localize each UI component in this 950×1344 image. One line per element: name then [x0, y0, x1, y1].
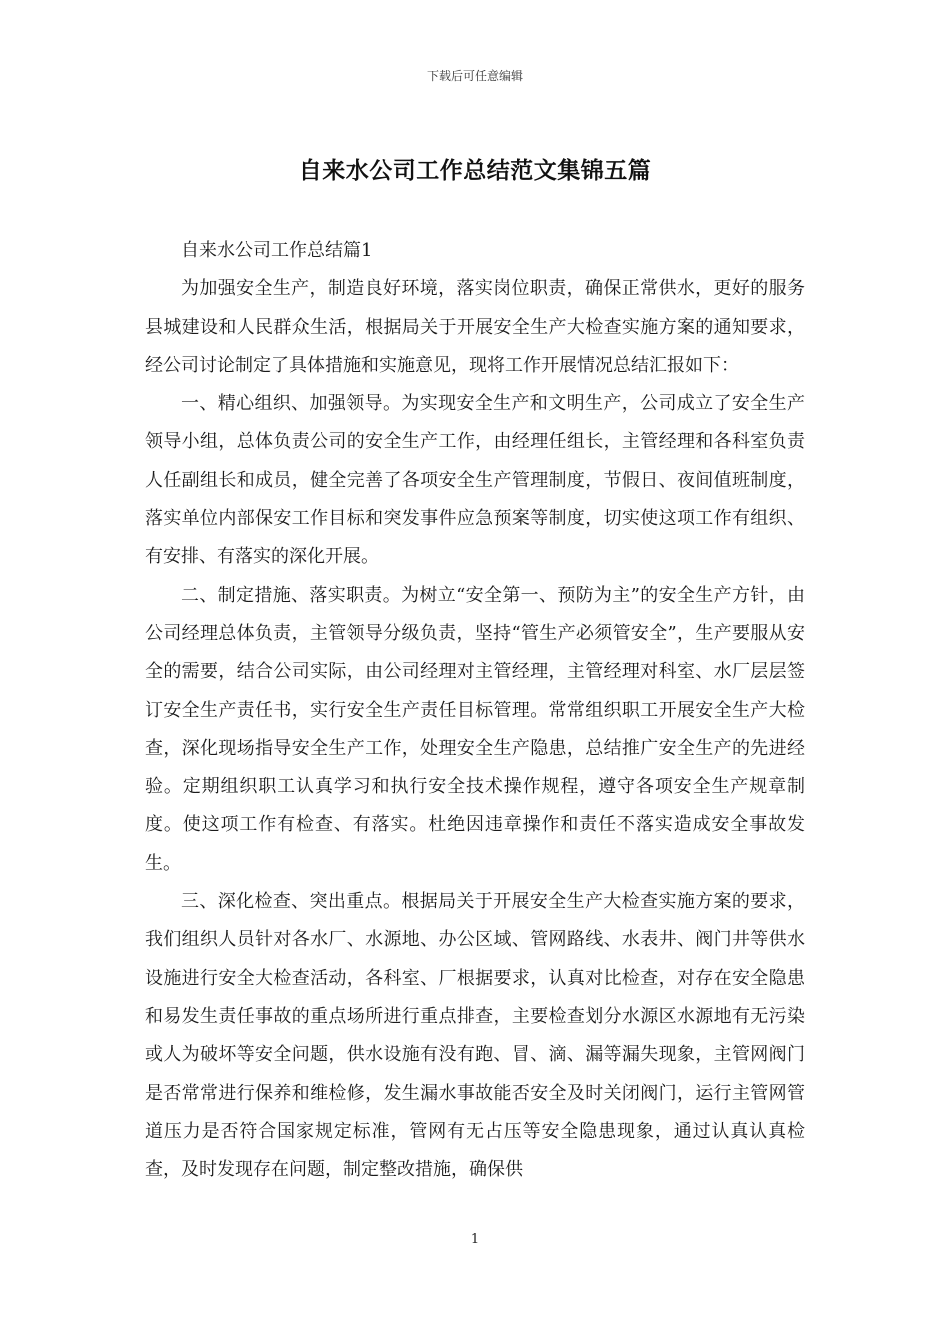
document-body: [145, 232, 805, 1189]
paragraph-measures: 二、制定措施、落实职责。为树立“安全第一、预防为主”的安全生产方针，由公司经理总体负责，主管领导分级负责，坚持“管生产必须管安全”，生产要服从安全的需要，结合公司实际，由公司经理对主管经理，主管经理对科室、水厂层层签订安全生产责任书，实行安全生产责任目标管理。常常组织职工开展安全生产大检查，深化现场指导安全生产工作，处理安全生产隐患，总结推广安全生产的先进经验。定期组织职工认真学习和执行安全技术操作规程，遵守各项安全生产规章制度。使这项工作有检查、有落实。杜绝因违章操作和责任不落实造成安全事故发生。: [145, 584, 805, 874]
document-title: 自来水公司工作总结范文集锦五篇: [298, 158, 652, 184]
page-number: 1: [470, 1232, 480, 1247]
paragraph-inspection: 三、深化检查、突出重点。根据局关于开展安全生产大检查实施方案的要求，我们组织人员针对各水厂、水源地、办公区域、管网路线、水表井、阀门井等供水设施进行安全大检查活动，各科室、厂根据要求，认真对比检查，对存在安全隐患和易发生责任事故的重点场所进行重点排查，主要检查划分水源区水源地有无污染或人为破坏等安全问题，供水设施有没有跑、冒、滴、漏等漏失现象，主管网阀门是否常常进行保养和维检修，发生漏水事故能否安全及时关闭阀门，运行主管网管道压力是否符合国家规定标准，管网有无占压等安全隐患现象，通过认真认真检查，及时发现存在问题，制定整改措施，确保供: [145, 891, 805, 1181]
header-note: 下载后可任意编辑: [426, 69, 523, 83]
paragraph-intro: 为加强安全生产，制造良好环境，落实岗位职责，确保正常供水，更好的服务县城建设和人民群众生活，根据局关于开展安全生产大检查实施方案的通知要求，经公司讨论制定了具体措施和实施意见，现将工作开展情况总结汇报如下：: [145, 278, 805, 376]
paragraph-organization: 一、精心组织、加强领导。为实现安全生产和文明生产，公司成立了安全生产领导小组，总体负责公司的安全生产工作，由经理任组长，主管经理和各科室负责人任副组长和成员，健全完善了各项安全生产管理制度，节假日、夜间值班制度，落实单位内部保安工作目标和突发事件应急预案等制度，切实使这项工作有组织、有安排、有落实的深化开展。: [145, 393, 805, 568]
section-heading: 自来水公司工作总结篇1: [181, 240, 373, 261]
